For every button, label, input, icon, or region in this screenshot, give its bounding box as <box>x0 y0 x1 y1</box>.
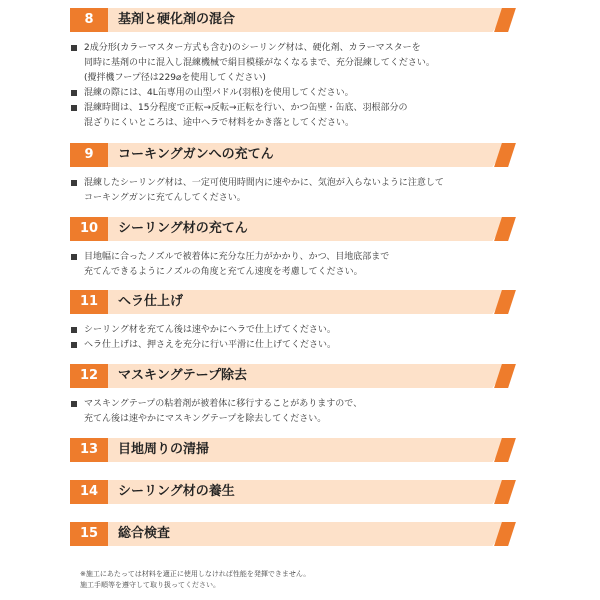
list-item: 目地幅に合ったノズルで被着体に充分な圧力がかかり、かつ、目地底部まで 充てんできるようにノズルの角度と充てん速度を考慮してください。 <box>70 250 520 280</box>
section-header <box>70 438 520 462</box>
section-number: 10 <box>70 217 108 241</box>
bullet-square-icon <box>71 45 77 51</box>
list-item: 2成分形(カラーマスター方式も含む)のシーリング材は、硬化剤、カラーマスターを 同時に基剤の中に混入し混練機械で絹目模様がなくなるまで、充分混練してください。 (攪拌機フープ径は229⌀を使用してください) <box>70 41 520 86</box>
list-item: 混練の際には、4L缶専用の山型パドル(羽根)を使用してください。 <box>70 86 520 101</box>
section-14 <box>70 480 520 504</box>
bullet-list <box>70 176 520 206</box>
list-item: シーリング材を充てん後は速やかにヘラで仕上げてください。 <box>70 323 520 338</box>
section-title: 基剤と硬化剤の混合 <box>118 12 236 27</box>
section-title: シーリング材の充てん <box>118 221 248 236</box>
bullet-list <box>70 250 520 280</box>
list-item: マスキングテープの粘着剤が被着体に移行することがありますので、 充てん後は速やかにマスキングテープを除去してください。 <box>70 397 520 427</box>
section-8 <box>70 8 520 131</box>
section-10 <box>70 217 520 280</box>
section-11 <box>70 290 520 353</box>
section-header <box>70 290 520 314</box>
list-item: 混練時間は、15分程度で正転→反転→正転を行い、かつ缶壁・缶底、羽根部分の 混ざりにくいところは、途中ヘラで材料をかき落としてください。 <box>70 101 520 131</box>
bullet-square-icon <box>71 105 77 111</box>
section-header <box>70 8 520 32</box>
section-header <box>70 143 520 167</box>
section-title: コーキングガンへの充てん <box>118 147 274 162</box>
bullet-square-icon <box>71 254 77 260</box>
bullet-list <box>70 41 520 131</box>
section-header <box>70 480 520 504</box>
section-number: 14 <box>70 480 108 504</box>
section-9 <box>70 143 520 206</box>
bullet-list <box>70 323 520 353</box>
bullet-list <box>70 397 520 427</box>
section-number: 11 <box>70 290 108 314</box>
list-item: 混練したシーリング材は、一定可使用時間内に速やかに、気泡が入らないように注意して コーキングガンに充てんしてください。 <box>70 176 520 206</box>
section-title: ヘラ仕上げ <box>118 294 184 309</box>
section-number: 9 <box>70 143 108 167</box>
section-number: 13 <box>70 438 108 462</box>
bullet-square-icon <box>71 327 77 333</box>
section-title: マスキングテープ除去 <box>118 368 247 383</box>
bullet-square-icon <box>71 90 77 96</box>
section-number: 12 <box>70 364 108 388</box>
section-title: 総合検査 <box>118 526 171 541</box>
section-12 <box>70 364 520 427</box>
bullet-square-icon <box>71 180 77 186</box>
section-13 <box>70 438 520 462</box>
footnote: ※施工にあたっては材料を適正に使用しなければ性能を発揮できません。 施工手順等を遵守して取り扱ってください。 <box>80 570 311 589</box>
bullet-square-icon <box>71 401 77 407</box>
section-title: シーリング材の養生 <box>118 484 235 499</box>
section-header <box>70 522 520 546</box>
section-header <box>70 364 520 388</box>
section-number: 8 <box>70 8 108 32</box>
list-item: ヘラ仕上げは、押さえを充分に行い平滑に仕上げてください。 <box>70 338 520 353</box>
section-header <box>70 217 520 241</box>
bullet-square-icon <box>71 342 77 348</box>
section-number: 15 <box>70 522 108 546</box>
section-title: 目地周りの清掃 <box>118 442 210 457</box>
section-15 <box>70 522 520 546</box>
